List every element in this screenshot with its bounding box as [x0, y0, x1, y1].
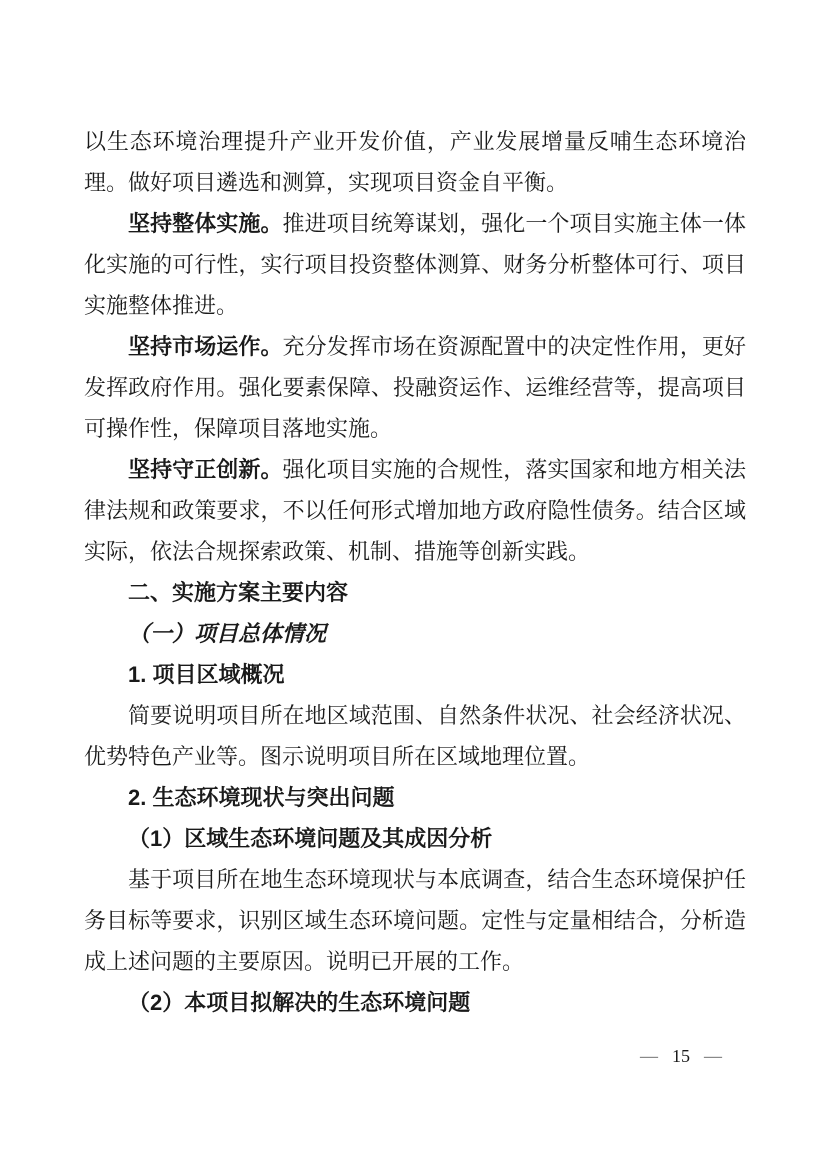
footer-dash-left: — — [640, 1048, 658, 1064]
page-footer — [640, 1044, 722, 1068]
section-heading-problems-to-solve: （2）本项目拟解决的生态环境问题 — [128, 990, 471, 1015]
footer-dash-right: — — [704, 1048, 722, 1064]
paragraph-adhere-integrity-innovation — [84, 449, 746, 572]
paragraph-text: 强化项目实施的合规性，落实国家和地方相关法律法规和政策要求，不以任何形式增加地方政府隐性债务。结合区域实际，依法合规探索政策、机制、措施等创新实践。 — [84, 457, 746, 564]
section-heading-eco-status-problems: 2. 生态环境现状与突出问题 — [128, 785, 395, 810]
paragraph-bold-lead: 坚持守正创新。 — [128, 457, 283, 482]
document-body — [84, 121, 746, 1023]
section-heading-project-overview: （一）项目总体情况 — [128, 621, 327, 646]
paragraph-problem-identification: 基于项目所在地生态环境现状与本底调查，结合生态环境保护任务目标等要求，识别区域生态环境问题。定性与定量相结合，分析造成上述问题的主要原因。说明已开展的工作。 — [84, 867, 746, 974]
paragraph-adhere-integrated-implementation — [84, 203, 746, 326]
page-number: 15 — [672, 1046, 690, 1066]
section-heading-project-region: 1. 项目区域概况 — [128, 662, 285, 687]
paragraph-adhere-market-operation — [84, 326, 746, 449]
paragraph-bold-lead: 坚持市场运作。 — [128, 334, 283, 359]
paragraph-bold-lead: 坚持整体实施。 — [128, 211, 283, 236]
paragraph-text: 充分发挥市场在资源配置中的决定性作用，更好发挥政府作用。强化要素保障、投融资运作、运维经营等，提高项目可操作性，保障项目落地实施。 — [84, 334, 746, 441]
paragraph-text: 推进项目统筹谋划，强化一个项目实施主体一体化实施的可行性，实行项目投资整体测算、财务分析整体可行、项目实施整体推进。 — [84, 211, 746, 318]
section-heading-main-content: 二、实施方案主要内容 — [128, 580, 349, 605]
paragraph-continuation: 以生态环境治理提升产业开发价值，产业发展增量反哺生态环境治理。做好项目遴选和测算，实现项目资金自平衡。 — [84, 129, 746, 195]
section-heading-problem-cause-analysis: （1）区域生态环境问题及其成因分析 — [128, 826, 493, 851]
paragraph-region-description: 简要说明项目所在地区域范围、自然条件状况、社会经济状况、优势特色产业等。图示说明项目所在区域地理位置。 — [84, 703, 746, 769]
